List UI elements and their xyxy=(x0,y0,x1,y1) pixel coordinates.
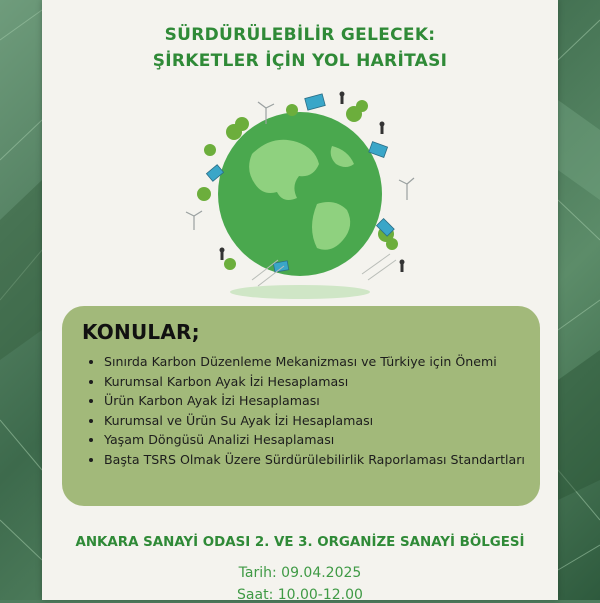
globe-illustration xyxy=(182,84,418,304)
earth-globe-icon xyxy=(182,84,418,304)
organizer-name: ANKARA SANAYİ ODASI 2. VE 3. ORGANİZE SANAYİ BÖLGESİ xyxy=(75,535,525,550)
topic-item: • Kurumsal ve Ürün Su Ayak İzi Hesaplaması xyxy=(104,411,534,431)
topics-list xyxy=(84,352,534,470)
topic-item: • Yaşam Döngüsü Analizi Hesaplaması xyxy=(104,430,534,450)
title-line-1: SÜRDÜRÜLEBİLİR GELECEK: xyxy=(164,25,436,45)
event-date: Tarih: 09.04.2025 xyxy=(238,565,362,581)
topics-heading: KONULAR; xyxy=(82,320,200,344)
topic-item: • Sınırda Karbon Düzenleme Mekanizması ve Türkiye için Önemi xyxy=(104,352,534,372)
topics-panel xyxy=(62,306,540,506)
event-time: Saat: 10.00-12.00 xyxy=(237,587,363,603)
title-line-2: ŞİRKETLER İÇİN YOL HARİTASI xyxy=(152,51,448,71)
topic-item: • Başta TSRS Olmak Üzere Sürdürülebilirlik Raporlaması Standartları xyxy=(104,450,534,470)
topic-item: • Kurumsal Karbon Ayak İzi Hesaplaması xyxy=(104,372,534,392)
topic-item: • Ürün Karbon Ayak İzi Hesaplaması xyxy=(104,391,534,411)
poster-paper xyxy=(42,0,558,603)
